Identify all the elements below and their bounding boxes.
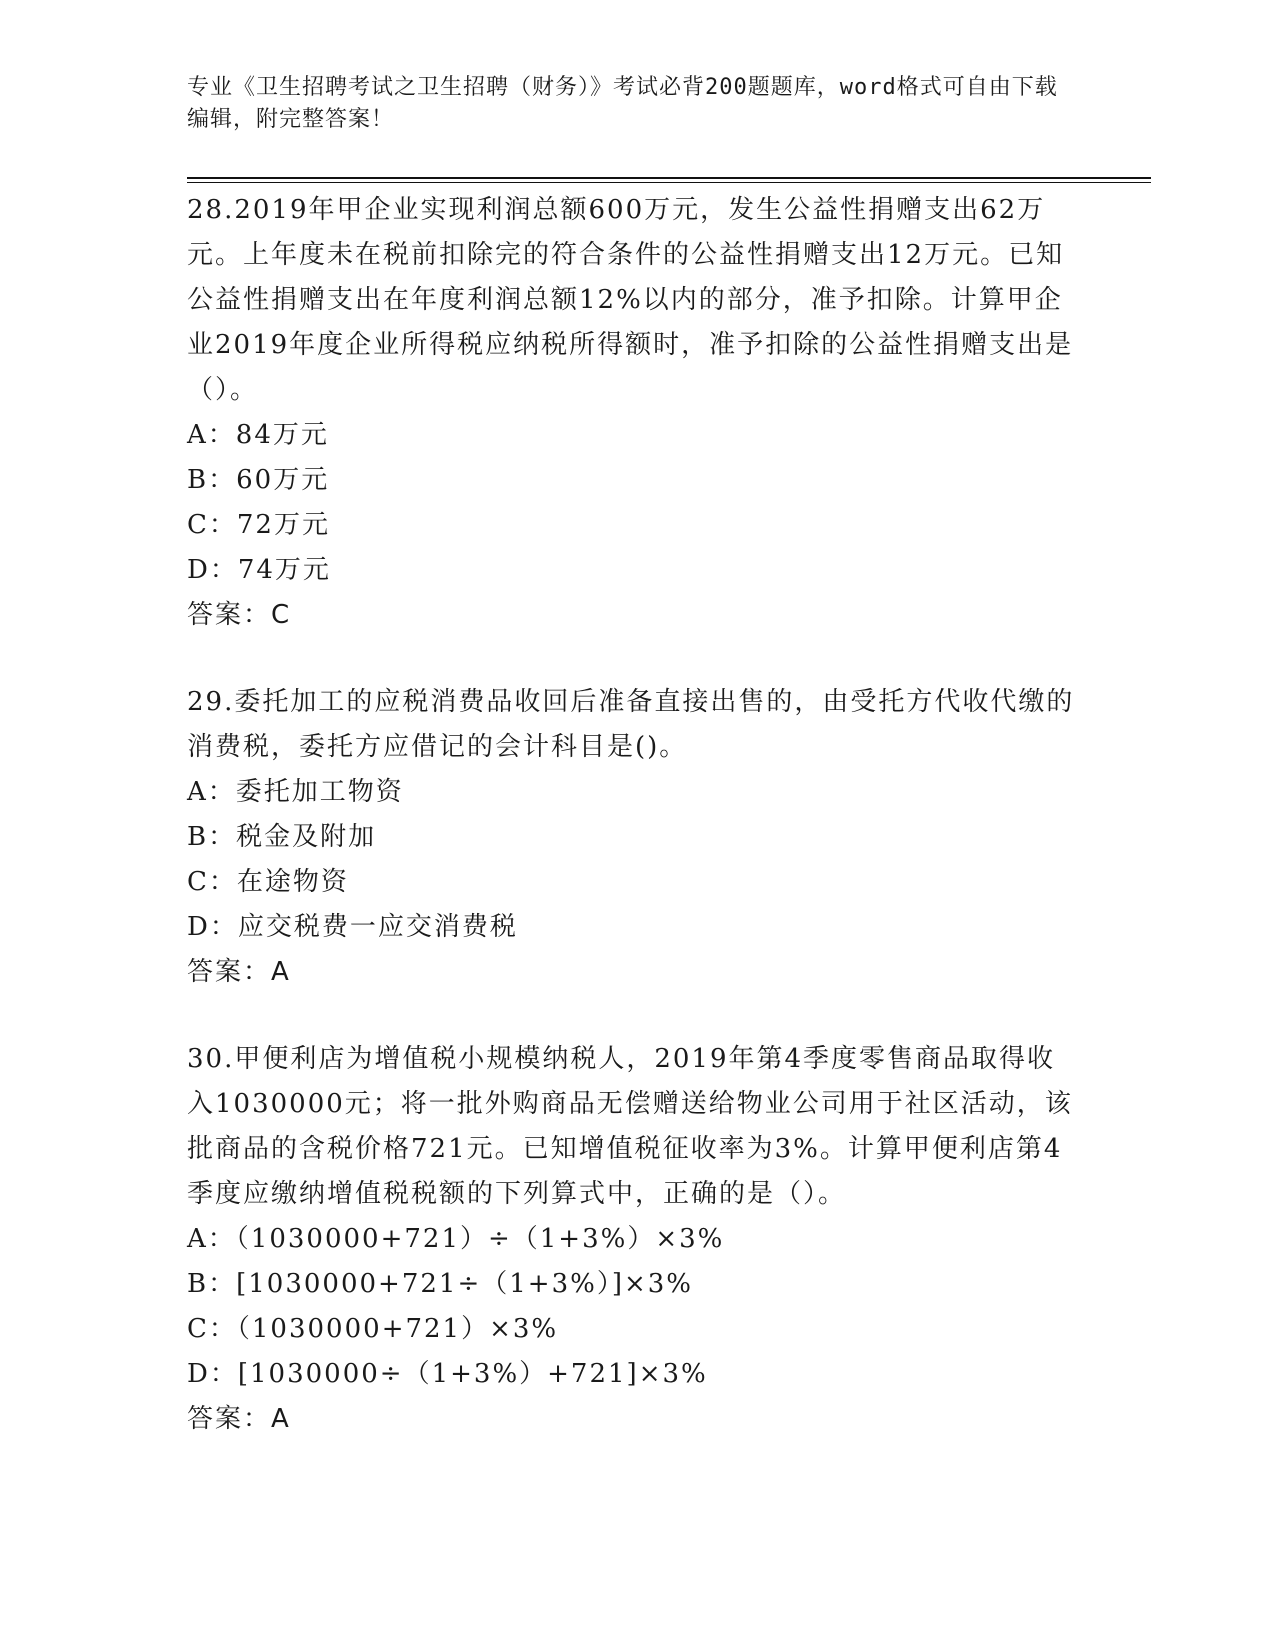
question-stem: 29.委托加工的应税消费品收回后准备直接出售的，由受托方代收代缴的消费税，委托方应借记的会计科目是()。: [187, 687, 1075, 762]
option-c: C：（1030000+721）×3%: [187, 1314, 559, 1344]
option-d: D：应交税费一应交消费税: [187, 912, 518, 942]
question-stem: 30.甲便利店为增值税小规模纳税人，2019年第4季度零售商品取得收入1030000元；将一批外购商品无偿赠送给物业公司用于社区活动，该批商品的含税价格721元。已知增值税征收率为3%。计算甲便利店第4季度应缴纳增值税税额的下列算式中，正确的是（）。: [187, 1044, 1073, 1209]
question-28: [187, 188, 1087, 638]
option-a: A：84万元: [187, 420, 329, 450]
option-a: A：委托加工物资: [187, 777, 404, 807]
option-d: D：74万元: [187, 555, 331, 585]
question-30: [187, 1037, 1087, 1442]
option-c: C：在途物资: [187, 867, 349, 897]
answer-line: 答案：A: [187, 1404, 291, 1434]
answer-line: 答案：A: [187, 957, 291, 987]
option-a: A：（1030000+721）÷（1+3%）×3%: [187, 1224, 725, 1254]
question-list: [187, 188, 1087, 1484]
header-divider-thick: [187, 177, 1151, 179]
option-b: B：税金及附加: [187, 822, 377, 852]
question-stem: 28.2019年甲企业实现利润总额600万元，发生公益性捐赠支出62万元。上年度未在税前扣除完的符合条件的公益性捐赠支出12万元。已知公益性捐赠支出在年度利润总额12%以内的部分，准予扣除。计算甲企业2019年度企业所得税应纳税所得额时，准予扣除的公益性捐赠支出是（）。: [187, 195, 1074, 405]
option-c: C：72万元: [187, 510, 330, 540]
option-b: B：60万元: [187, 465, 330, 495]
document-header: 专业《卫生招聘考试之卫生招聘（财务）》考试必背200题题库，word格式可自由下载编辑，附完整答案！: [187, 75, 1058, 132]
option-b: B：[1030000+721÷（1+3%）]×3%: [187, 1269, 693, 1299]
option-d: D：[1030000÷（1+3%）+721]×3%: [187, 1359, 708, 1389]
question-29: [187, 680, 1087, 995]
header-divider-thin: [187, 182, 1151, 183]
answer-line: 答案：C: [187, 600, 292, 630]
